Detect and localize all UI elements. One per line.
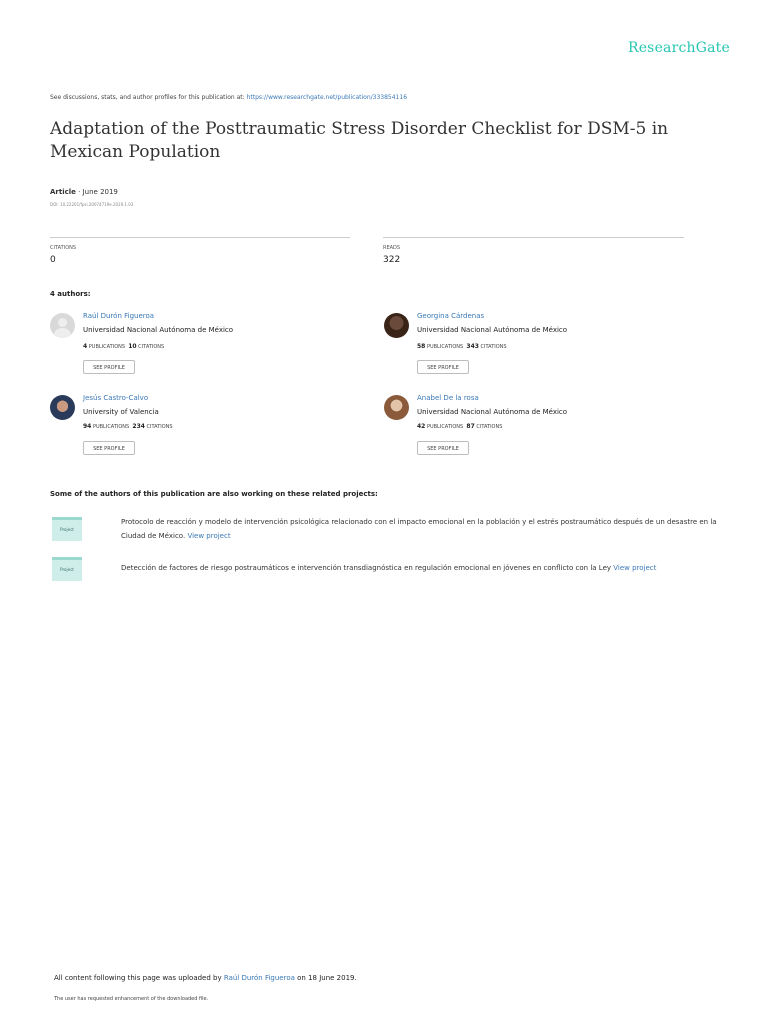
- author-institution: University of Valencia: [83, 408, 159, 416]
- discussion-text: See discussions, stats, and author profiles for this publication at:: [50, 94, 245, 101]
- see-profile-button[interactable]: SEE PROFILE: [417, 360, 469, 374]
- article-meta: [50, 188, 118, 196]
- view-project-link[interactable]: View project: [613, 564, 657, 572]
- project-icon[interactable]: Project: [52, 557, 82, 581]
- enhancement-note: The user has requested enhancement of the downloaded file.: [54, 996, 209, 1002]
- upload-note: [54, 974, 357, 982]
- author-counts: [417, 343, 507, 350]
- reads-value: 322: [383, 255, 401, 265]
- citations-label-small: CITATIONS: [144, 424, 173, 430]
- publication-count: 4: [83, 343, 88, 350]
- view-project-link[interactable]: View project: [187, 532, 231, 540]
- author-photo[interactable]: [50, 395, 75, 420]
- article-type: Article: [50, 188, 76, 196]
- related-projects-heading: Some of the authors of this publication are also working on these related projects:: [50, 490, 378, 498]
- project-description: Protocolo de reacción y modelo de intervención psicológica relacionado con el impacto emocional en la población y el estrés postraumático después de un desastre en la Ciudad de México.: [121, 518, 717, 540]
- publication-title: Adaptation of the Posttraumatic Stress Disorder Checklist for DSM-5 in Mexican Population: [50, 119, 669, 162]
- upload-prefix: All content following this page was uploaded by: [54, 974, 222, 982]
- citation-count: 87: [466, 423, 475, 430]
- uploader-link[interactable]: Raúl Durón Figueroa: [223, 974, 295, 982]
- related-project-item: [121, 515, 721, 543]
- default-profile-icon[interactable]: [50, 313, 75, 338]
- author-counts: [417, 423, 502, 430]
- citation-count: 343: [466, 343, 479, 350]
- discussion-note: [50, 94, 407, 101]
- citations-label-small: CITATIONS: [478, 344, 507, 350]
- reads-label: READS: [383, 245, 401, 251]
- publication-count: 94: [83, 423, 92, 430]
- author-institution: Universidad Nacional Autónoma de México: [83, 326, 234, 334]
- authors-heading: 4 authors:: [50, 290, 91, 298]
- upload-suffix: on 18 June 2019.: [297, 974, 357, 982]
- see-profile-button[interactable]: SEE PROFILE: [83, 360, 135, 374]
- citations-divider: [50, 237, 350, 238]
- citations-label-small: CITATIONS: [474, 424, 503, 430]
- citations-label-small: CITATIONS: [136, 344, 165, 350]
- project-description: Detección de factores de riesgo postraumáticos e intervención transdiagnóstica en regulación emocional en jóvenes en conflicto con la Ley: [121, 564, 612, 572]
- see-profile-button[interactable]: SEE PROFILE: [417, 441, 469, 455]
- citations-label: CITATIONS: [50, 245, 77, 251]
- publication-link[interactable]: https://www.researchgate.net/publication/333854116: [246, 94, 408, 101]
- publication-count: 42: [417, 423, 426, 430]
- author-institution: Universidad Nacional Autónoma de México: [417, 408, 568, 416]
- publications-label: PUBLICATIONS: [425, 344, 464, 350]
- citations-value: 0: [50, 255, 56, 265]
- publication-count: 58: [417, 343, 426, 350]
- author-counts: [83, 423, 173, 430]
- author-counts: [83, 343, 164, 350]
- author-name-link[interactable]: Jesús Castro-Calvo: [83, 394, 149, 402]
- reads-divider: [383, 237, 684, 238]
- see-profile-button[interactable]: SEE PROFILE: [83, 441, 135, 455]
- article-date: · June 2019: [75, 188, 118, 196]
- citation-count: 10: [128, 343, 137, 350]
- citation-count: 234: [132, 423, 145, 430]
- publications-label: PUBLICATIONS: [87, 344, 126, 350]
- project-icon[interactable]: Project: [52, 517, 82, 541]
- related-project-item: [121, 561, 741, 575]
- author-institution: Universidad Nacional Autónoma de México: [417, 326, 568, 334]
- publications-label: PUBLICATIONS: [425, 424, 464, 430]
- author-photo[interactable]: [384, 395, 409, 420]
- author-name-link[interactable]: Raúl Durón Figueroa: [83, 312, 155, 320]
- publications-label: PUBLICATIONS: [91, 424, 130, 430]
- doi-text: DOI: 10.22201/fpsi.20074719e.2019.1.03: [50, 202, 134, 207]
- author-name-link[interactable]: Georgina Cárdenas: [417, 312, 485, 320]
- researchgate-logo[interactable]: ResearchGate: [627, 40, 730, 56]
- author-photo[interactable]: [384, 313, 409, 338]
- author-name-link[interactable]: Anabel De la rosa: [417, 394, 479, 402]
